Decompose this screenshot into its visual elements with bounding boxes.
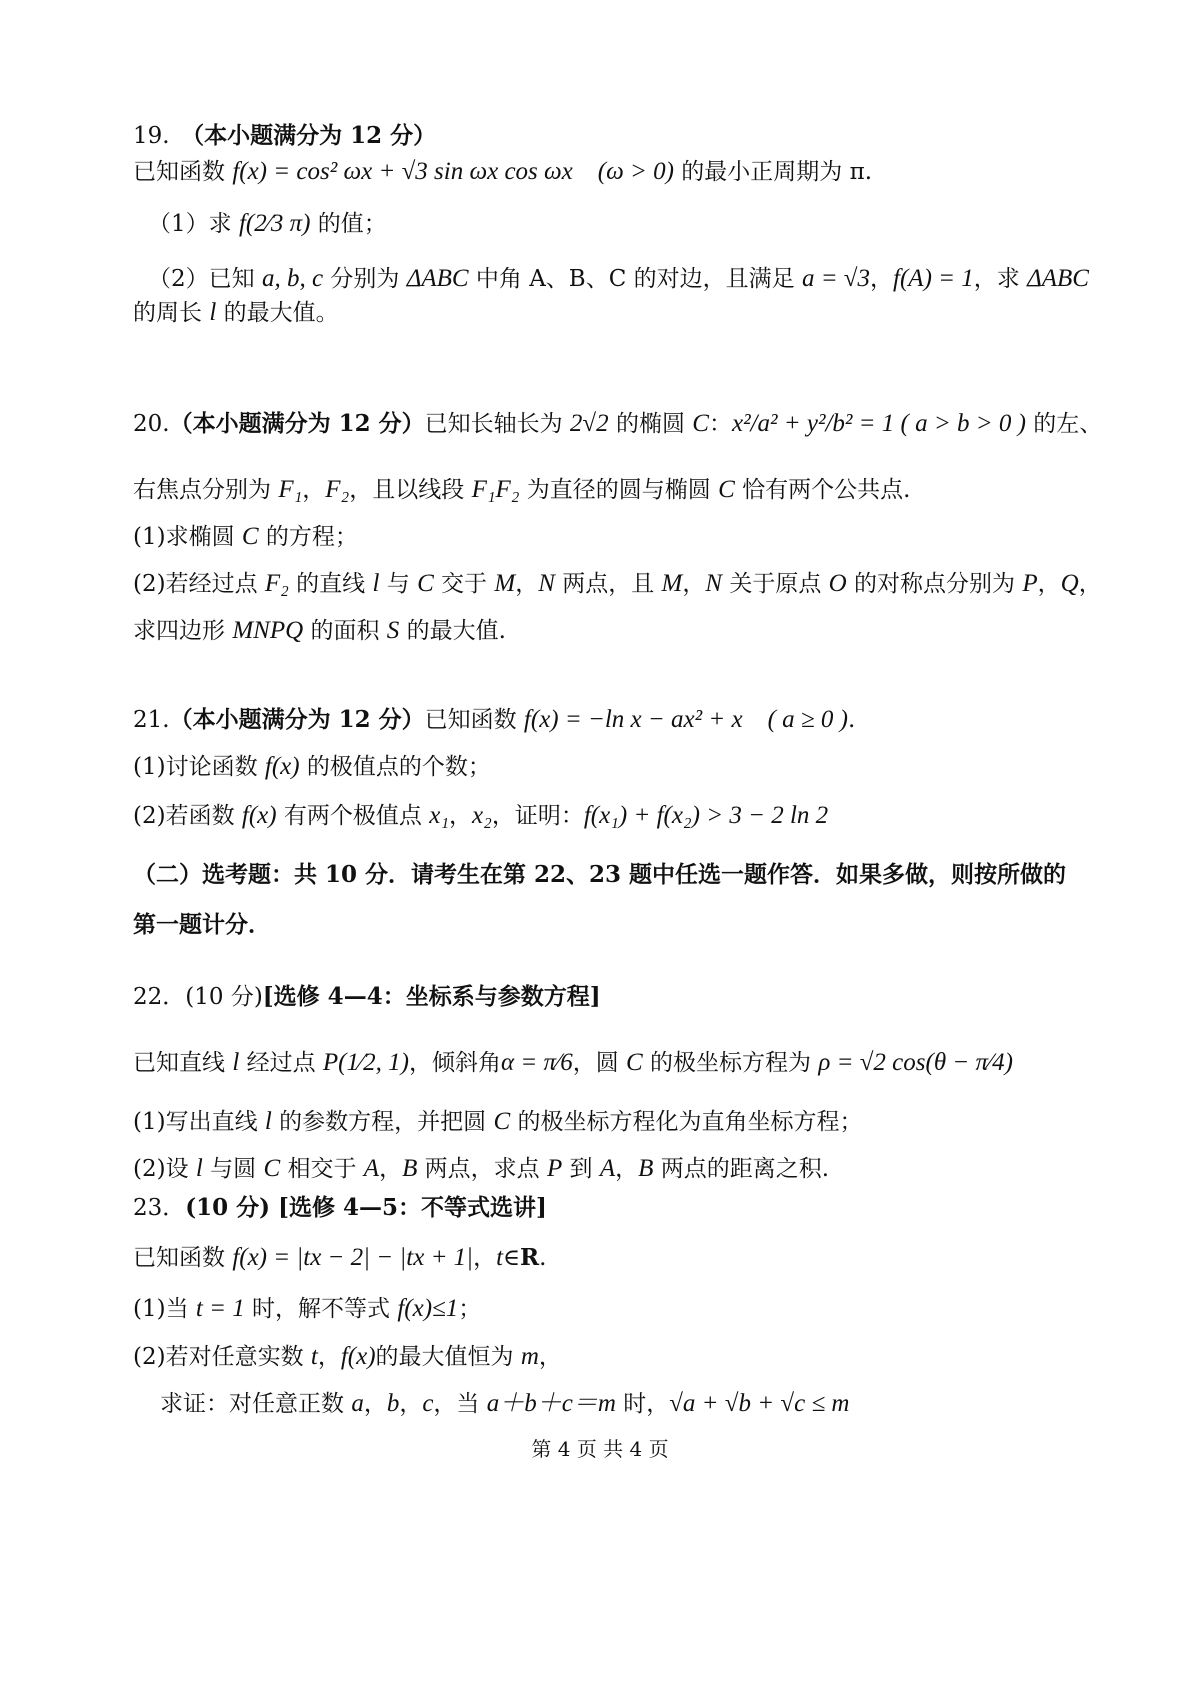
text-run: 两点，且 bbox=[554, 571, 662, 597]
section2-line2 bbox=[133, 910, 1120, 940]
text-run: 到 bbox=[562, 1156, 600, 1182]
math-expression: f(x) bbox=[340, 1343, 376, 1370]
math-expression: ΔABC bbox=[406, 265, 469, 292]
math-expression: B bbox=[402, 1155, 418, 1182]
text-run: 恰有两个公共点. bbox=[734, 477, 911, 503]
text-run: 的最小正周期为 π. bbox=[673, 159, 873, 185]
q19-text bbox=[133, 157, 1120, 187]
math-expression: O bbox=[828, 570, 847, 597]
q19-part1 bbox=[148, 209, 1120, 239]
text-run: ， bbox=[1037, 571, 1061, 597]
text-run: ， bbox=[515, 571, 539, 597]
text-run: 与圆 bbox=[202, 1156, 264, 1182]
text-run: 的对称点分别为 bbox=[846, 571, 1023, 597]
math-expression: a bbox=[351, 1390, 364, 1417]
math-expression: Q bbox=[1060, 570, 1079, 597]
text-run: ， bbox=[615, 1156, 639, 1182]
text-run: ，圆 bbox=[572, 1050, 627, 1076]
text-run: 的左、 bbox=[1025, 411, 1103, 437]
q23-part1 bbox=[133, 1294, 1120, 1324]
q20-part2-line2 bbox=[133, 616, 1120, 646]
math-expression: f(x) = |tx − 2| − |tx + 1| bbox=[232, 1244, 474, 1271]
text-run: ，求 bbox=[973, 266, 1028, 292]
text-run: ， bbox=[399, 1391, 423, 1417]
text-run: 两点，求点 bbox=[417, 1156, 547, 1182]
text-run: 有两个极值点 bbox=[276, 803, 430, 829]
math-expression: C bbox=[263, 1155, 281, 1182]
text-run: 的极坐标方程化为直角坐标方程； bbox=[510, 1109, 863, 1135]
text-run: （本小题满分为 12 分） bbox=[169, 706, 425, 733]
math-expression: P bbox=[546, 1155, 563, 1182]
text-run: 的椭圆 bbox=[608, 411, 693, 437]
q20-line1 bbox=[133, 409, 1120, 439]
text-run: 时，解不等式 bbox=[244, 1296, 398, 1322]
text-run: ， bbox=[363, 1391, 387, 1417]
q19-heading bbox=[133, 121, 1120, 151]
math-expression: A bbox=[363, 1155, 380, 1182]
text-run: 已知函数 bbox=[133, 1245, 233, 1271]
math-expression: ΔABC bbox=[1027, 265, 1089, 292]
q21-part2 bbox=[133, 801, 1120, 831]
text-run: (2)若对任意实数 bbox=[133, 1344, 311, 1370]
text-run: 中角 A、B、C 的对边，且满足 bbox=[468, 266, 802, 292]
math-expression: A bbox=[599, 1155, 616, 1182]
math-expression: m bbox=[520, 1343, 539, 1370]
text-run: 第一题计分． bbox=[133, 911, 271, 938]
text-run: 21. bbox=[133, 707, 170, 733]
q23-part2-line2 bbox=[160, 1389, 1120, 1419]
q22-text bbox=[133, 1048, 1120, 1078]
math-expression: f(x) = cos² ωx + √3 sin ωx cos ωx (ω > 0) bbox=[232, 158, 674, 185]
text-run: 相交于 bbox=[280, 1156, 364, 1182]
text-run: 求四边形 bbox=[133, 618, 233, 644]
text-run: . bbox=[539, 1245, 547, 1271]
text-run: 的直线 bbox=[288, 571, 373, 597]
math-expression: b bbox=[386, 1390, 400, 1417]
q23-text bbox=[133, 1243, 1120, 1273]
text-run: （本小题满分为 12 分） bbox=[192, 122, 437, 149]
math-expression: a, b, c bbox=[261, 265, 324, 292]
math-expression: x₁ bbox=[429, 802, 450, 829]
text-run: 右焦点分别为 bbox=[133, 477, 279, 503]
text-run: ，倾斜角 bbox=[409, 1050, 501, 1076]
text-run: [选修 4—4：坐标系与参数方程] bbox=[262, 983, 601, 1010]
math-expression: C bbox=[718, 476, 735, 503]
math-expression: x₂ bbox=[472, 802, 492, 829]
text-run: 分别为 bbox=[323, 266, 407, 292]
text-run: 的最大值. bbox=[399, 618, 506, 644]
text-run: 的面积 bbox=[303, 618, 387, 644]
text-run: 两点的距离之积. bbox=[653, 1156, 830, 1182]
text-run: ， bbox=[1078, 571, 1102, 597]
math-expression: F₁F₂ bbox=[471, 476, 520, 503]
text-run: ， bbox=[473, 1245, 497, 1271]
math-expression: B bbox=[638, 1155, 654, 1182]
text-run: 的周长 bbox=[133, 300, 210, 326]
math-expression: f(x)≤1 bbox=[397, 1295, 459, 1322]
text-run: 23． bbox=[133, 1195, 186, 1221]
text-run: (10 分) [选修 4—5：不等式选讲] bbox=[185, 1194, 547, 1221]
text-run: 已知直线 bbox=[133, 1050, 233, 1076]
q23-heading bbox=[133, 1193, 1120, 1223]
text-run: ， bbox=[317, 1344, 341, 1370]
math-expression: f(A) = 1 bbox=[893, 265, 974, 292]
text-run: 的最大值。 bbox=[216, 300, 339, 326]
text-run: 已知函数 bbox=[424, 707, 524, 733]
q19-part2-line2 bbox=[133, 298, 1120, 328]
math-expression: a = √3 bbox=[801, 265, 871, 292]
math-expression: MNPQ bbox=[232, 617, 304, 644]
math-expression: f(x) bbox=[241, 802, 277, 829]
text-run: 的方程； bbox=[258, 524, 358, 550]
math-expression: l bbox=[209, 299, 217, 326]
math-expression: M bbox=[494, 570, 516, 597]
math-expression: F₁ bbox=[278, 476, 303, 503]
section2-line1 bbox=[133, 860, 1120, 890]
q22-part2 bbox=[133, 1154, 1120, 1184]
text-run: 经过点 bbox=[239, 1050, 323, 1076]
math-expression: f(x) bbox=[264, 753, 300, 780]
text-run: 求证：对任意正数 bbox=[160, 1391, 352, 1417]
text-run: ，且以线段 bbox=[349, 477, 472, 503]
q22-part1 bbox=[133, 1107, 1120, 1137]
text-run: 已知函数 bbox=[133, 159, 233, 185]
math-expression: C bbox=[493, 1108, 511, 1135]
text-run: 22．(10 分) bbox=[133, 984, 263, 1010]
text-run: 的值； bbox=[310, 211, 387, 237]
math-expression: C bbox=[692, 410, 709, 437]
math-expression: t = 1 bbox=[195, 1295, 245, 1322]
text-run: ，当 bbox=[433, 1391, 487, 1417]
text-run: 的参数方程，并把圆 bbox=[271, 1109, 494, 1135]
text-run: ， bbox=[538, 1344, 562, 1370]
text-run: ，证明： bbox=[491, 803, 584, 829]
math-expression: M bbox=[661, 570, 683, 597]
q20-part2-line1 bbox=[133, 569, 1120, 599]
q20-line2 bbox=[133, 475, 1120, 505]
math-expression: x²/a² + y²/b² = 1 ( a > b > 0 ) bbox=[731, 410, 1026, 437]
text-run: . bbox=[847, 707, 856, 733]
text-run: ， bbox=[870, 266, 894, 292]
text-run: 关于原点 bbox=[722, 571, 829, 597]
math-expression: c bbox=[422, 1390, 434, 1417]
text-run: 19. bbox=[133, 123, 193, 149]
text-run: (1)讨论函数 bbox=[133, 754, 265, 780]
q19-part2-line1 bbox=[148, 264, 1120, 294]
math-expression: f(2⁄3 π) bbox=[238, 210, 311, 237]
math-expression: S bbox=[386, 617, 400, 644]
math-expression: α = π⁄6 bbox=[501, 1049, 573, 1076]
text-run: (2)若经过点 bbox=[133, 571, 265, 597]
text-run: (1)求椭圆 bbox=[133, 524, 242, 550]
text-run: ： bbox=[708, 411, 732, 437]
text-run: 20. bbox=[133, 411, 170, 437]
math-expression: N bbox=[705, 570, 723, 597]
text-run: 时， bbox=[615, 1391, 670, 1417]
text-run: ， bbox=[379, 1156, 403, 1182]
text-run: R bbox=[520, 1244, 540, 1271]
math-expression: √a + √b + √c ≤ m bbox=[669, 1390, 850, 1417]
q21-part1 bbox=[133, 752, 1120, 782]
math-expression: l bbox=[232, 1049, 240, 1076]
page-footer: 第 4 页 共 4 页 bbox=[531, 1437, 669, 1461]
math-expression: C bbox=[417, 570, 434, 597]
text-run: （本小题满分为 12 分） bbox=[169, 410, 425, 437]
text-run: （二）选考题：共 10 分．请考生在第 22、23 题中任选一题作答．如果多做，则按所做的 bbox=[133, 861, 1067, 888]
math-expression: F₂ bbox=[264, 570, 289, 597]
text-run: （1）求 bbox=[148, 211, 239, 237]
math-expression: N bbox=[538, 570, 555, 597]
q21-line1 bbox=[133, 705, 1120, 735]
math-expression: f(x₁) + f(x₂) > 3 − 2 ln 2 bbox=[583, 802, 829, 829]
math-expression: P bbox=[1022, 570, 1038, 597]
math-expression: F₂ bbox=[325, 476, 350, 503]
math-expression: f(x) = −ln x − ax² + x ( a ≥ 0 ) bbox=[523, 706, 848, 733]
text-run: ； bbox=[458, 1296, 482, 1322]
q23-part2-line1 bbox=[133, 1342, 1120, 1372]
math-expression: P(1⁄2, 1) bbox=[322, 1049, 409, 1076]
q22-heading bbox=[133, 982, 1120, 1012]
math-expression: l bbox=[372, 570, 380, 597]
math-expression: a＋b＋c＝m bbox=[486, 1390, 616, 1417]
math-expression: C bbox=[241, 523, 259, 550]
math-expression: t bbox=[496, 1244, 504, 1271]
text-run: (1)写出直线 bbox=[133, 1109, 265, 1135]
text-run: 为直径的圆与椭圆 bbox=[519, 477, 719, 503]
text-run: (1)当 bbox=[133, 1296, 196, 1322]
text-run: (2)若函数 bbox=[133, 803, 242, 829]
text-run: 的最大值恒为 bbox=[375, 1344, 521, 1370]
math-expression: l bbox=[264, 1108, 272, 1135]
text-run: 的极值点的个数； bbox=[299, 754, 491, 780]
q20-part1 bbox=[133, 522, 1120, 552]
math-expression: l bbox=[195, 1155, 203, 1182]
math-expression: ρ = √2 cos(θ − π⁄4) bbox=[818, 1049, 1013, 1076]
text-run: （2）已知 bbox=[148, 266, 262, 292]
math-expression: t bbox=[310, 1343, 318, 1370]
text-run: 已知长轴长为 bbox=[424, 411, 570, 437]
math-expression: C bbox=[626, 1049, 643, 1076]
text-run: ， bbox=[449, 803, 473, 829]
math-expression: 2√2 bbox=[569, 410, 609, 437]
text-run: ， bbox=[682, 571, 706, 597]
text-run: 的极坐标方程为 bbox=[642, 1050, 819, 1076]
text-run: ∈ bbox=[503, 1245, 521, 1271]
text-run: (2)设 bbox=[133, 1156, 196, 1182]
text-run: 与 bbox=[379, 571, 418, 597]
text-run: 交于 bbox=[433, 571, 495, 597]
text-run: ， bbox=[302, 477, 326, 503]
